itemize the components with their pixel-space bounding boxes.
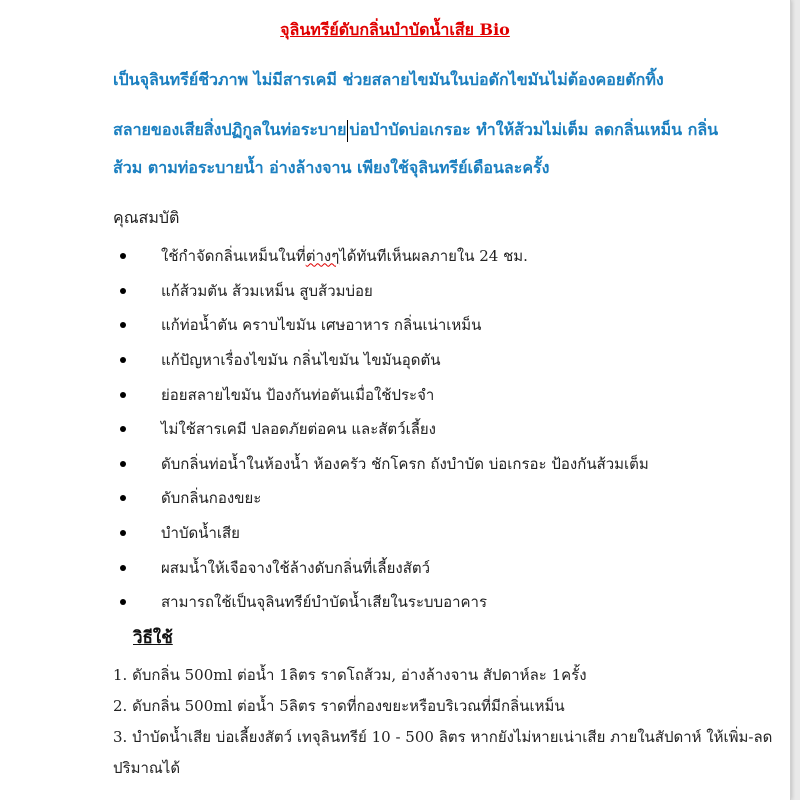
list-item [120,377,649,412]
list-item-text: สามารถใช้เป็นจุลินทรีย์บำบัดน้ำเสียในระบบอาคาร [161,593,488,612]
spellcheck-underline[interactable]: ต่างๆ [305,247,340,266]
document-title: จุลินทรีย์ดับกลิ่นบำบัดน้ำเสีย Bio [280,20,510,39]
list-item [120,516,649,551]
list-item-text: ไม่ใช้สารเคมี ปลอดภัยต่อคน และสัตว์เลี้ยง [161,420,437,439]
properties-heading: คุณสมบัติ [113,208,180,227]
bullet-icon [120,495,126,501]
bullet-icon [120,357,126,363]
list-item [120,481,649,516]
intro-line-1: เป็นจุลินทรีย์ชีวภาพ ไม่มีสารเคมี ช่วยสลายไขมันในบ่อดักไขมันไม่ต้องคอยตักทิ้ง [113,70,664,89]
bullet-icon [120,322,126,328]
bullet-icon [120,599,126,605]
bullet-icon [120,253,126,259]
list-item [120,585,649,620]
step-item: 3. บำบัดน้ำเสีย บ่อเลี้ยงสัตว์ เทจุลินทรีย์ 10 - 500 ลิตร หากยังไม่หายเน่าเสีย ภายในสัปดาห์ ให้เพิ่ม-ลด ปริมาณได้ [113,728,773,777]
list-item [120,239,649,274]
steps-list [113,660,773,784]
list-item-text: ใช้กำจัดกลิ่นเหม็นในที่ต่างๆได้ทันทีเห็นผลภายใน 24 ชม. [161,247,528,266]
intro-line-2-part-b: บ่อบำบัดบ่อเกรอะ ทำให้ส้วมไม่เต็ม ลดกลิ่นเหม็น กลิ่น [349,120,719,139]
list-item [120,412,649,447]
intro-line-3: ส้วม ตามท่อระบายน้ำ อ่างล้างจาน เพียงใช้จุลินทรีย์เดือนละครั้ง [113,158,550,177]
list-item-text: ดับกลิ่นท่อน้ำในห้องน้ำ ห้องครัว ชักโครก ถังบำบัด บ่อเกรอะ ป้องกันส้วมเต็ม [161,454,649,473]
list-item-text: บำบัดน้ำเสีย [161,524,240,543]
list-item-text: แก้ท่อน้ำตัน คราบไขมัน เศษอาหาร กลิ่นเน่าเหม็น [161,316,482,335]
intro-line-2-part-a: สลายของเสียสิ่งปฏิกูลในท่อระบาย [113,120,347,139]
bullet-icon [120,461,126,467]
list-item [120,447,649,482]
list-item-text: ย่อยสลายไขมัน ป้องกันท่อตันเมื่อใช้ประจำ [161,385,435,404]
step-item: 2. ดับกลิ่น 500ml ต่อน้ำ 5ลิตร ราดที่กองขยะหรือบริเวณที่มีกลิ่นเหม็น [113,697,565,715]
list-item-text: แก้ส้วมตัน ส้วมเหม็น สูบส้วมบ่อย [161,281,373,300]
howto-heading: วิธีใช้ [133,628,173,648]
bullet-icon [120,426,126,432]
list-item [120,550,649,585]
bullet-icon [120,288,126,294]
step-item: 1. ดับกลิ่น 500ml ต่อน้ำ 1ลิตร ราดโถส้วม, อ่างล้างจาน สัปดาห์ละ 1ครั้ง [113,666,587,684]
properties-list [120,239,649,620]
bullet-icon [120,392,126,398]
list-item [120,308,649,343]
list-item-text: ดับกลิ่นกองขยะ [161,489,262,508]
bullet-icon [120,530,126,536]
intro-line-2 [113,118,783,143]
list-item-text: แก้ปัญหาเรื่องไขมัน กลิ่นไขมัน ไขมันอุดตัน [161,351,441,370]
list-item [120,343,649,378]
list-item [120,274,649,309]
list-item-text: ผสมน้ำให้เจือจางใช้ล้างดับกลิ่นที่เลี้ยงสัตว์ [161,558,431,577]
bullet-icon [120,565,126,571]
